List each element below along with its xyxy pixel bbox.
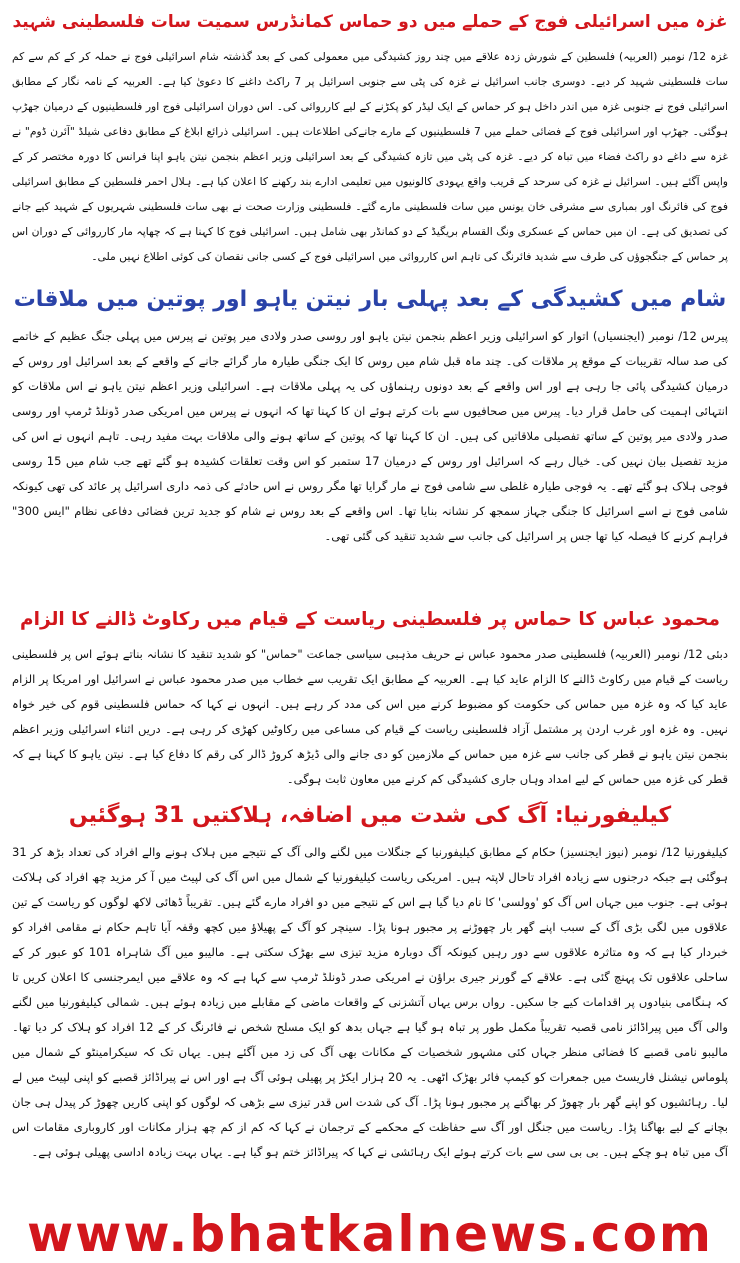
site-url-footer[interactable]: www.bhatkalnews.com <box>26 1205 714 1263</box>
headline-gaza-strike: غزہ میں اسرائیلی فوج کے حملے میں دو حماس کمانڈرس سمیت سات فلسطینی شہید <box>12 12 728 32</box>
article-netanyahu-putin <box>0 276 740 598</box>
body-netanyahu-putin: پیرس 12/ نومبر (ایجنسیاں) اتوار کو اسرائیلی وزیر اعظم بنجمن نیتن یاہو اور روسی صدر ولادی میر پوتین نے پیرس میں پہلی جنگ عظیم کے خاتمے کی صد سالہ تقریبات کے موقع پر ملاقات کی۔ چند ماہ قبل شام میں روس کا ایک جنگی طیارہ مار گرائے جانے کے واقعے کے بعد اسرائیل اور روس کے درمیان کشیدگی پائی جا رہی ہے اور اس واقعے کے بعد دونوں رہنماؤں کی یہ پہلی ملاقات ہے۔ اسرائیلی وزیر اعظم نیتن یاہو نے اس ملاقات کو انتہائی اہمیت کی حامل قرار دیا۔ پیرس میں صحافیوں سے بات کرتے ہوئے ان کا کہنا تھا کہ انہوں نے پیرس میں امریکی صدر ڈونلڈ ٹرمپ اور روسی صدر ولادی میر پوتین کے ساتھ تفصیلی ملاقاتیں کی ہیں۔ ان کا کہنا تھا کہ پوتین کے ساتھ ہونے والی ملاقات بہت مفید رہی۔ تاہم انہوں نے اس کی مزید تفصیل بیان نہیں کی۔ خیال رہے کہ اسرائیل اور روس کے درمیان 17 ستمبر کو اس وقت تعلقات کشیدہ ہو گئے تھے جب شام میں 15 روسی فوجی ہلاک ہو گئے تھے۔ یہ فوجی طیارہ غلطی سے شامی فوج نے مار گرایا تھا مگر روس نے اس حادثے کی ذمہ داری اسرائیل پر عائد کی تھی کیونکہ شامی فوج نے اسے اسرائیل کا جنگی جہاز سمجھ کر نشانہ بنایا تھا۔ اس واقعے کے بعد روس نے شام کو جدید ترین فضائی دفاعی نظام "ایس 300" فراہم کرنے کا فیصلہ کیا تھا جس پر اسرائیل کی جانب سے شدید تنقید کی گئی تھی۔ <box>12 329 728 543</box>
article-california-fire <box>0 792 740 1203</box>
body-california-fire: کیلیفورنیا 12/ نومبر (نیوز ایجنسیز) حکام کے مطابق کیلیفورنیا کے جنگلات میں لگنے والی آگ کے نتیجے میں ہلاک ہونے والے افراد کی تعداد بڑھ کر 31 ہوگئی ہے جبکہ درجنوں سے زیادہ افراد تاحال لاپتہ ہیں۔ امریکی ریاست کیلیفورنیا کے شمال میں اس آگ کی لپیٹ میں آ کر مزید چھ افراد کی ہلاکت ہوئی ہے۔ جنوب میں جہاں اس آگ کو 'وولسی' کا نام دیا گیا ہے اس کے نتیجے میں دو افراد مارے گئے ہیں۔ تقریباً ڈھائی لاکھ لوگوں کو ریاست کے تین علاقوں میں لگی بڑی آگ کے سبب اپنے گھر بار چھوڑنے پر مجبور ہونا پڑا۔ سینچر کو آگ کے پھیلاؤ میں کچھ وقفہ آیا تاہم حکام نے مقامی افراد کو خبردار کیا ہے کہ وہ متاثرہ علاقوں سے دور رہیں کیونکہ آگ دوبارہ مزید تیزی سے بھڑک سکتی ہے۔ مالیبو میں آگ شاہراہ 101 کو عبور کر کے ساحلی علاقوں تک پہنچ گئی ہے۔ علاقے کے گورنر جیری براؤن نے امریکی صدر ڈونلڈ ٹرمپ سے کہا ہے کہ وہ علاقے میں ایمرجنسی کا اعلان کریں تا کہ ہنگامی بنیادوں پر اقدامات کیے جا سکیں۔ رواں برس یہاں آتشزنی کے واقعات ماضی کے مقابلے میں زیادہ ہوئے ہیں۔ شمالی کیلیفورنیا میں لگنے والی آگ میں پیراڈائز نامی قصبہ تقریباً مکمل طور پر تباہ ہو گیا ہے جہاں بدھ کو ایک مسلح شخص نے فائرنگ کر کے 12 افراد کو ہلاک کر دیا تھا۔ مالیبو نامی قصبے کا فضائی منظر جہاں کئی مشہور شخصیات کے مکانات بھی آگ کی زد میں آگئے ہیں۔ یہاں تک کہ سیکرامینٹو کے شمال میں پلوماس نیشنل فاریسٹ میں جمعرات کو کیمپ فائر بھڑک اٹھی۔ یہ 20 ہزار ایکڑ پر پھیلی ہوئی آگ ہے اور اس نے پیراڈائز قصبے کو اپنی لپیٹ میں لے لیا۔ رہائشیوں کو اپنے گھر بار چھوڑ کر بھاگنے پر مجبور ہونا پڑا۔ آگ کی شدت اس قدر تیزی سے بڑھی کہ لوگوں کو اپنی کاریں چھوڑ کر پیدل ہی جان بچانے کے لیے بھاگنا پڑا۔ ریاست میں جنگل اور آگ سے حفاظت کے محکمے کے ترجمان نے کہا کہ کم از کم چھ ہزار مکانات اور کاروباری مقامات اس آگ میں تباہ ہو چکے ہیں۔ بی بی سی سے بات کرتے ہوئے ایک رہائشی نے کہا کہ پیراڈائز ختم ہو گیا ہے۔ یہاں بہت زیادہ اداسی پھیلی ہوئی ہے۔ <box>12 845 728 1159</box>
body-abbas-hamas: دبئی 12/ نومبر (العربیہ) فلسطینی صدر محمود عباس نے حریف مذہبی سیاسی جماعت "حماس" کو شدید تنقید کا نشانہ بناتے ہوئے اس پر فلسطینی ریاست کے قیام میں رکاوٹ ڈالنے کا الزام عاید کیا ہے۔ العربیہ کے مطابق ایک تقریب سے خطاب میں صدر محمود عباس نے اسرائیل اور امریکا پر الزام عاید کیا کہ وہ غزہ میں حماس کی حکومت کو مضبوط کرنے میں اس کی مدد کر رہے ہیں۔ انہوں نے کہا کہ حماس فلسطینی قوم کی خیر خواہ نہیں۔ وہ غزہ اور غرب اردن پر مشتمل آزاد فلسطینی ریاست کے قیام کی مساعی میں رکاوٹیں کھڑی کر رہی ہے۔ دریں اثناء اسرائیلی وزیر اعظم بنجمن نیتن یاہو نے قطر کی جانب سے غزہ میں حماس کے ملازمین کو دی جانے والی ڈیڑھ کروڑ ڈالر کی رقم کا دفاع کیا ہے۔ نیتن یاہو کا کہنا ہے کہ قطر کی غزہ میں حماس کے لیے امداد وہاں جاری کشیدگی کم کرنے میں معاون ثابت ہوگی۔ <box>12 647 728 786</box>
article-gaza-strike <box>0 0 740 276</box>
body-gaza-strike: غزہ 12/ نومبر (العربیہ) فلسطین کے شورش زدہ علاقے میں چند روز کشیدگی میں معمولی کمی کے بعد گذشتہ شام اسرائیلی فوج نے حملہ کر کے کم سے کم سات فلسطینی شہید کر دیے۔ دوسری جانب اسرائیل نے غزہ کی پٹی سے جنوبی اسرائیل پر 7 راکٹ داغنے کا دعویٰ کیا ہے۔ العربیہ کے نامہ نگار کے مطابق اسرائیلی فوج نے جنوبی غزہ میں اندر داخل ہو کر حماس کے ایک لیڈر کو پکڑنے کے لیے کارروائی کی۔ اس دوران اسرائیلی فوج اور فلسطینیوں کے درمیان جھڑپ ہوگئی۔ جھڑپ اور اسرائیلی فوج کے فضائی حملے میں 7 فلسطینیوں کے مارے جانےکی اطلاعات ہیں۔ اسرائیلی ذرائع ابلاغ کے مطابق دفاعی شیلڈ "آئرن ڈوم" نے غزہ سے داغے دو راکٹ فضاء میں تباہ کر دیے۔ غزہ کی پٹی میں تازہ کشیدگی کے بعد اسرائیلی وزیر اعظم بنجمن نیتن یاہو اپنا فرانس کا دورہ مختصر کر کے واپس آگئے ہیں۔ اسرائیل نے غزہ کی سرحد کے قریب واقع یہودی کالونیوں میں تعلیمی ادارے بند رکھنے کا اعلان کیا ہے۔ ہلال احمر فلسطین کے مطابق اسرائیلی فوج کی فائرنگ اور بمباری سے مشرقی خان یونس میں سات فلسطینی مارے گئے۔ فلسطینی وزارت صحت نے بھی سات فلسطینی شہریوں کے شہید کیے جانے کی تصدیق کی ہے۔ ان میں حماس کے عسکری ونگ القسام بریگیڈ کے دو کمانڈر بھی شامل ہیں۔ اسرائیلی فوج کا کہنا ہے کہ چھاپہ مار کارروائی کے دوران اس پر حماس کے جنگجوؤں کی طرف سے شدید فائرنگ کی تاہم اس کارروائی میں اسرائیلی فوج کے کسی جانی نقصان کی کوئی اطلاع نہیں ملی۔ <box>12 50 728 263</box>
headline-abbas-hamas: محمود عباس کا حماس پر فلسطینی ریاست کے قیام میں رکاوٹ ڈالنے کا الزام <box>20 609 720 630</box>
article-abbas-hamas <box>0 598 740 792</box>
headline-netanyahu-putin: شام میں کشیدگی کے بعد پہلی بار نیتن یاہو اور پوتین میں ملاقات <box>13 287 727 312</box>
headline-california-fire: کیلیفورنیا: آگ کی شدت میں اضافہ، ہلاکتیں 31 ہوگئیں <box>68 803 672 828</box>
